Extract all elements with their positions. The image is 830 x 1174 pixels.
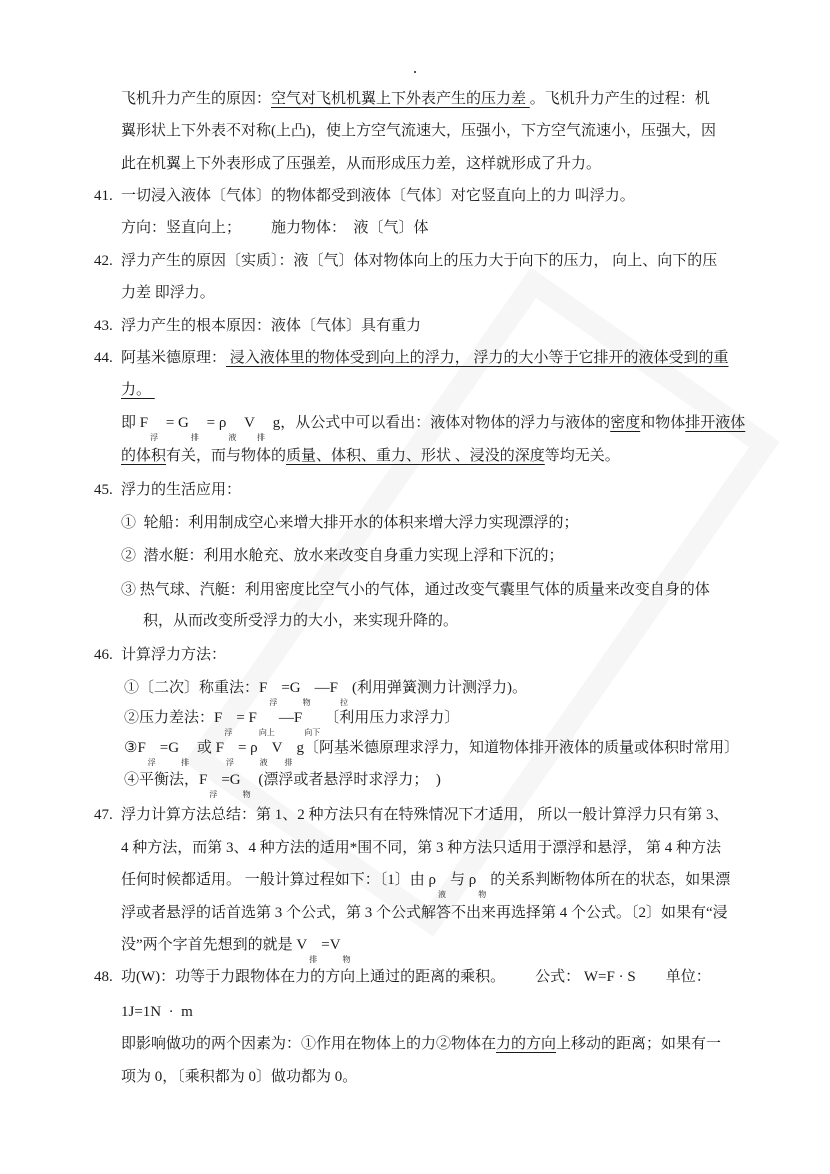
text-line	[121, 903, 728, 923]
text-segment: —F	[278, 710, 303, 726]
text-segment: 方向：竖直向上； 施力物体： 液〔气〕体	[121, 220, 429, 236]
text-segment: 浮或者悬浮的话首选第 3 个公式，第 3 个公式解答不出来再选择第 4 个公式。〔2〕如果有“浸	[121, 905, 728, 921]
text-segment: 浮力计算方法总结：第 1、2 种方法只有在特殊情况下才适用， 所以一般计算浮力只有第 3、	[121, 807, 729, 823]
text-segment: 等均无关。	[544, 448, 620, 464]
text-segment: 即影响做功的两个因素为：①作用在物体上的力②物体在	[121, 1036, 497, 1052]
text-segment: 项为 0，〔乘积都为 0〕做功都为 0。	[121, 1069, 358, 1085]
underlined-text: 排开液体	[685, 415, 746, 431]
text-segment: 任何时候都适用。 一般计算过程如下：〔1〕由 ρ	[121, 872, 436, 888]
text-segment: =V	[321, 937, 341, 953]
item-number: 42.	[94, 253, 113, 269]
text-line	[121, 89, 710, 109]
text-segment: 计算浮力方法：	[121, 647, 227, 663]
subscript: 物	[302, 698, 311, 707]
text-segment: 功(W)：功等于力跟物体在力的方向上通过的距离的乘积。 公式： W=F · S 单位：	[121, 969, 711, 985]
text-line	[121, 838, 721, 858]
subscript: 浮	[150, 433, 159, 442]
text-line	[143, 611, 458, 631]
text-segment: 没”两个字首先想到的就是 V	[121, 937, 308, 953]
underlined-text: 力。	[121, 382, 155, 398]
text-segment: V	[240, 415, 255, 431]
text-line	[121, 1034, 721, 1054]
underlined-text: 密度	[610, 415, 641, 431]
text-segment: = ρ	[202, 415, 227, 431]
underlined-text: 浸入液体里的物体受到向上的浮力， 浮力的大小等于它排开的液体受到的重	[226, 350, 729, 366]
item-number: 44.	[94, 350, 113, 366]
text-segment: 力差 即浮力。	[121, 285, 215, 301]
text-line	[94, 967, 711, 987]
text-line	[121, 283, 215, 303]
item-number: 47.	[94, 807, 113, 823]
text-segment: 阿基米德原理：	[121, 350, 227, 366]
subscript: 排	[181, 758, 190, 767]
subscript: 拉	[339, 698, 348, 707]
item-number: 41.	[94, 188, 113, 204]
text-line	[121, 218, 429, 238]
subscript: 浮	[269, 698, 278, 707]
text-segment: g，从公式中可以看出：液体对物体的浮力与液体的	[268, 415, 611, 431]
text-line	[121, 413, 746, 442]
text-segment: ③ 热气球、汽艇：利用密度比空气小的气体，通过改变气囊里气体的质量来改变自身的体	[121, 582, 710, 598]
text-segment: 的关系判断物体所在的状态，如果漂	[490, 872, 731, 888]
header-dot	[414, 71, 416, 73]
text-segment: ①〔二次〕称重法：F	[124, 680, 268, 696]
underlined-text: 力的方向	[496, 1036, 557, 1052]
text-line	[121, 154, 601, 174]
subscript: 物	[342, 955, 351, 964]
text-segment: (利用弹簧测力计测浮力)。	[351, 680, 527, 696]
text-segment: 1J=1N · m	[121, 1004, 193, 1020]
text-line	[121, 513, 579, 533]
text-line	[94, 645, 227, 665]
text-segment: ② 潜水艇：利用水舱充、放水来改变自身重力实现上浮和下沉的；	[121, 548, 564, 564]
text-segment: = ρ	[237, 740, 258, 756]
subscript: 物	[478, 890, 487, 899]
text-segment: 或 F	[193, 740, 224, 756]
text-segment: 即 F	[121, 415, 149, 431]
text-line	[94, 348, 729, 368]
text-line	[121, 580, 710, 600]
text-segment: g〔阿基米德原理求浮力，知道物体排开液体的质量或体积时常用〕	[296, 740, 739, 756]
text-line	[121, 380, 155, 400]
text-line	[121, 870, 731, 899]
subscript: 排	[190, 433, 199, 442]
underlined-text: 质量、体积、重力、形状 、浸没的深度	[286, 448, 545, 464]
text-segment: ③F	[124, 740, 146, 756]
text-segment: ②压力差法：F	[124, 710, 223, 726]
text-line	[121, 935, 355, 964]
text-segment: 4 种方法，而第 3、4 种方法的适用*围不同，第 3 种方法只适用于漂浮和悬浮， 第 4 种方法	[121, 840, 722, 856]
item-number: 43.	[94, 318, 113, 334]
text-line	[94, 805, 729, 825]
text-line	[124, 738, 739, 767]
subscript: 向上	[258, 728, 275, 737]
text-segment: (漂浮或者悬浮时求浮力； )	[254, 772, 441, 788]
text-line	[121, 1067, 357, 1087]
subscript: 浮	[225, 758, 234, 767]
item-number: 46.	[94, 647, 113, 663]
text-segment: 有关，而与物体的	[166, 448, 287, 464]
subscript: 浮	[209, 790, 218, 799]
item-number: 45.	[94, 482, 113, 498]
item-number: 48.	[94, 969, 113, 985]
subscript: 排	[284, 758, 293, 767]
subscript: 液	[259, 758, 268, 767]
text-segment: 。飞机升力产生的过程：机	[529, 91, 710, 107]
text-line	[94, 251, 718, 271]
text-line	[94, 480, 242, 500]
text-segment: =G	[281, 680, 301, 696]
subscript: 物	[242, 790, 251, 799]
underlined-text: 空气对飞机机翼上下外表产生的压力差	[271, 91, 530, 107]
text-segment: ④平衡法，F	[124, 772, 208, 788]
underlined-text: 的体积	[121, 448, 167, 464]
text-segment: =G	[159, 740, 180, 756]
text-segment: 〔利用压力求浮力〕	[324, 710, 460, 726]
text-segment: 飞机升力产生的原因：	[121, 91, 272, 107]
text-segment: = F	[236, 710, 257, 726]
text-segment: V	[271, 740, 283, 756]
subscript: 浮	[224, 728, 233, 737]
text-segment: 浮力产生的原因〔实质〕：液〔气〕体对物体向上的压力大于向下的压力， 向上、向下的压	[121, 253, 718, 269]
subscript: 排	[309, 955, 318, 964]
text-segment: 和物体	[640, 415, 686, 431]
text-segment: 浮力产生的根本原因：液体〔气体〕具有重力	[121, 318, 422, 334]
subscript: 液	[438, 890, 446, 899]
text-segment: 积，从而改变所受浮力的大小，来实现升降的。	[143, 613, 459, 629]
text-segment: ① 轮船：利用制成空心来增大排开水的体积来增大浮力实现漂浮的；	[121, 515, 579, 531]
subscript: 排	[256, 433, 265, 442]
text-segment: 翼形状上下外表不对称(上凸)，使上方空气流速大，压强小，下方空气流速小，压强大，因	[121, 123, 716, 139]
text-segment: 一切浸入液体〔气体〕的物体都受到液体〔气体〕对它竖直向上的力 叫浮力。	[121, 188, 635, 204]
text-line	[121, 546, 564, 566]
text-segment: =G	[221, 772, 241, 788]
subscript: 液	[228, 433, 237, 442]
text-line	[124, 678, 527, 707]
subscript: 浮	[147, 758, 156, 767]
text-segment: 与 ρ	[450, 872, 477, 888]
text-line	[94, 316, 422, 336]
text-segment: 上移动的距离；如果有一	[556, 1036, 722, 1052]
text-line	[124, 708, 460, 737]
text-line	[121, 446, 620, 466]
text-segment: 此在机翼上下外表形成了压强差，从而形成压力差，这样就形成了升力。	[121, 156, 602, 172]
text-segment: = G	[162, 415, 189, 431]
text-segment: 浮力的生活应用：	[121, 482, 242, 498]
subscript: 向下	[304, 728, 321, 737]
text-line	[94, 186, 635, 206]
text-line	[121, 121, 716, 141]
text-line	[124, 770, 441, 799]
text-line	[121, 1002, 193, 1022]
text-segment: —F	[314, 680, 338, 696]
